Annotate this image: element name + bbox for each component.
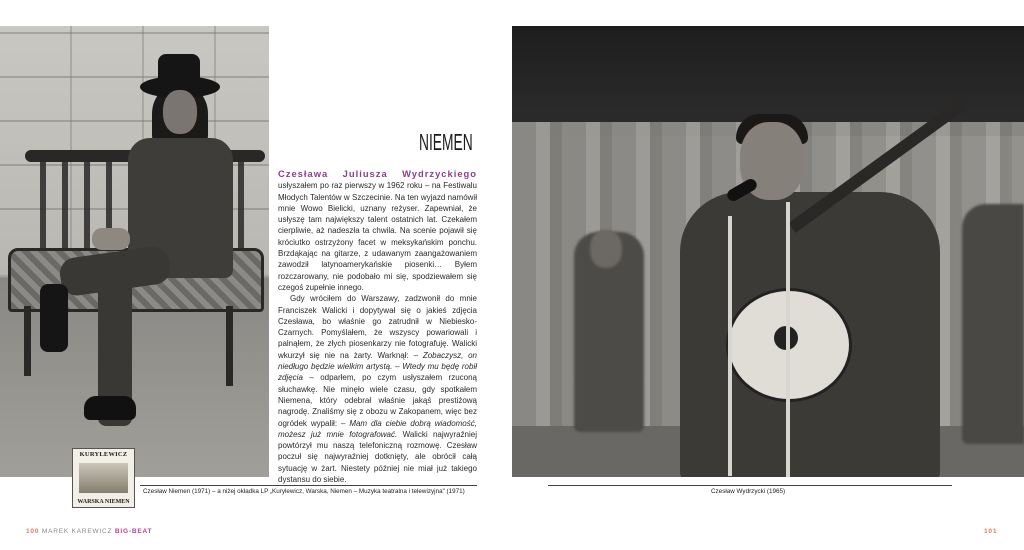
bench-leg [24,306,31,376]
page-number-right: 101 [984,528,998,535]
body-text [278,168,477,485]
paragraph-1-text: usłyszałem po raz pierwszy w 1962 roku – na Festiwalu Młodych Talentów w Szczecinie. Na ten wyjazd namówił mnie Wowo Bielicki, uznany reżyser. Zapewniał, że usłyszę tam największy talent ostatnich lat. Czekałem cierpliwie, aż nadeszła ta chwila. Na scenie pojawił się króciutko ostrzyżony facet w meksykańskim ponchu. Brzdąkając na gitarze, z udawanym zaangażowaniem zawodził latynoamerykańskie piosenki… Byłem rozczarowany, nie podobało mi się, spodziewałem się czegoś zupełnie innego. [278,181,477,292]
page-number-left: 100 [26,528,40,535]
paragraph-2 [278,293,477,485]
photo-niemen-seated [0,26,269,477]
guitarist-figure [962,204,1024,444]
lead-name: Czesława Juliusza Wydrzyckiego [278,168,477,179]
paragraph-1 [278,168,477,293]
chapter-title: NIEMEN [419,129,473,155]
bench-leg [226,306,233,386]
quote-italic-1: Zobaczysz, on niedługo będzie wielkim artystą. [278,350,477,372]
photo-stage-performance [512,26,1024,477]
album-cover-thumbnail [72,448,135,508]
caption-rule [140,485,477,486]
quote-italic-3: Mam dla ciebie dobrą wiadomość, możesz już mnie fotografować. [278,418,477,439]
quote-italic-2: Wtedy mu będę robił zdjęcia [278,362,477,383]
microphone-stand [786,202,790,477]
folio-brand: BIG-BEAT [114,528,153,535]
right-folio [984,528,997,535]
microphone-stand [728,216,732,476]
dash: – [395,362,400,372]
paragraph-2-text-a: Gdy wróciłem do Warszawy, zadzwonił do mnie Franciszek Walicki i dopytywał się o jakieś zdjęcia Czesława, bo właśnie go zatrudnił w Niebiesko-Czarnych. Pomyślałem, że wszyscy powariowali i palnąłem, że złych piosenkarzy nie fotografuję. Walicki wkurzył się nie na żarty. Warknął: – [278,294,477,360]
folio-author: MAREK KAREWICZ [41,528,113,535]
right-photo-caption: Czesław Wydrzycki (1965) [711,488,786,495]
saxophonist-head [590,230,622,268]
album-cover-bottom-text: WARSKA NIEMEN [77,499,130,505]
album-cover-art [79,463,128,493]
caption-rule [548,485,952,486]
man-face [163,90,197,134]
paragraph-2-text-b: – odparłem, po czym usłyszałem rzuconą słuchawkę. Nie minęło wiele czasu, gdy spotkałem Niemena, który odebrał właśnie jakąś prestiżową nagrodę. Znaliśmy się z obozu w Zakopanem, więc bez ogródek wypalił: – [278,373,477,428]
left-folio [26,528,152,535]
left-photo-caption: Czesław Niemen (1971) – a niżej okładka LP „Kurylewicz, Warska, Niemen – Muzyka teatralna i telewizyjna" (1971) [143,488,465,495]
man-hands [92,228,130,250]
paragraph-2-text-c: Walicki najwyraźniej powtórzył mu naszą telefoniczną rozmowę. Czesław poczuł się najwyraźniej dotknięty, ale obrócił całą sytuację w żart. Niestety później nie miał już takiego dystansu do siebie. [278,429,477,485]
album-cover-top-text: KURYLEWICZ [79,451,128,458]
man-boot-right [84,396,136,420]
man-boot-left [40,284,68,352]
right-page [512,0,1024,550]
